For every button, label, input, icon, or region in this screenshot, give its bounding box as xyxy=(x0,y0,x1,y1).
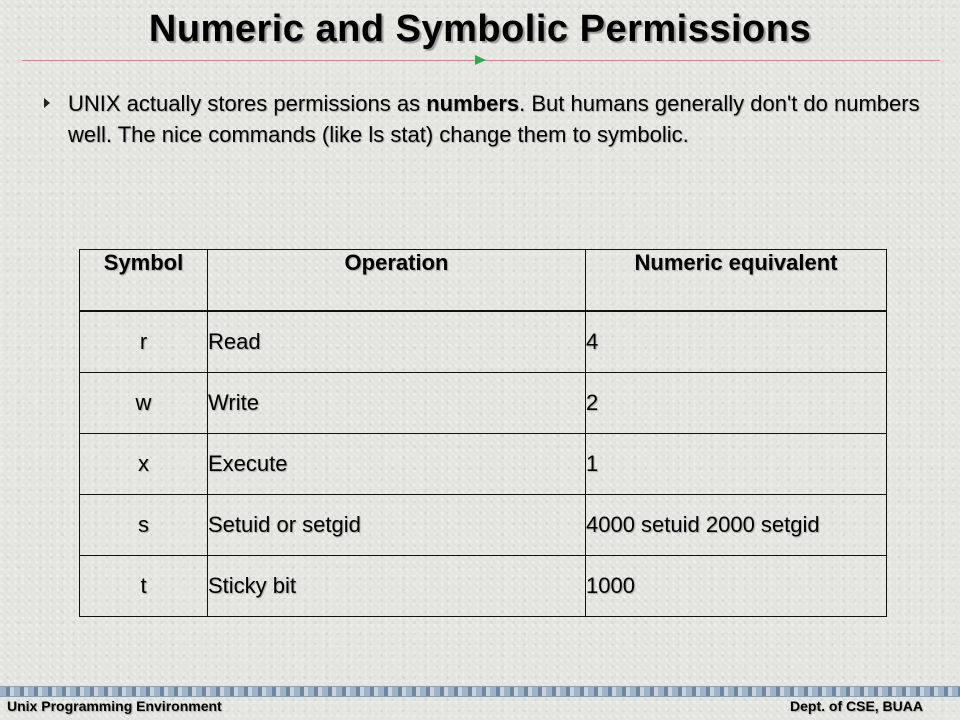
table-row xyxy=(80,311,887,373)
cell-symbol: r xyxy=(80,311,208,373)
permissions-table xyxy=(79,249,887,617)
cell-symbol: t xyxy=(80,556,208,617)
cell-operation: Write xyxy=(208,373,586,434)
bullet-icon xyxy=(44,98,50,108)
cell-symbol: s xyxy=(80,495,208,556)
bullet-text-end: . But humans generally don't do numbers well. The nice commands (like ls stat) change them to symbolic. xyxy=(68,91,920,147)
header-numeric: Numeric equivalent xyxy=(586,250,887,312)
footer-department: Dept. of CSE, BUAA xyxy=(790,698,923,714)
footer-course: Unix Programming Environment xyxy=(7,698,222,714)
cell-numeric: 4000 setuid 2000 setgid xyxy=(586,495,887,556)
slide-title: Numeric and Symbolic Permissions xyxy=(148,8,812,50)
cell-operation: Read xyxy=(208,311,586,373)
cell-symbol: x xyxy=(80,434,208,495)
header-symbol: Symbol xyxy=(80,250,208,312)
bullet-emphasis: numbers xyxy=(426,91,520,116)
cell-numeric: 1000 xyxy=(586,556,887,617)
cell-operation: Sticky bit xyxy=(208,556,586,617)
cell-numeric: 1 xyxy=(586,434,887,495)
cell-operation: Execute xyxy=(208,434,586,495)
cell-symbol: w xyxy=(80,373,208,434)
cell-numeric: 4 xyxy=(586,311,887,373)
cell-numeric: 2 xyxy=(586,373,887,434)
table-row xyxy=(80,495,887,556)
bullet-text xyxy=(68,88,938,150)
cell-operation: Setuid or setgid xyxy=(208,495,586,556)
bullet-text-start: UNIX actually stores permissions as xyxy=(68,91,427,116)
footer-band xyxy=(0,686,960,697)
table-header-row xyxy=(80,250,887,312)
table-row xyxy=(80,556,887,617)
divider-arrow-icon xyxy=(475,55,486,65)
table-row xyxy=(80,434,887,495)
header-operation: Operation xyxy=(208,250,586,312)
table-row xyxy=(80,373,887,434)
